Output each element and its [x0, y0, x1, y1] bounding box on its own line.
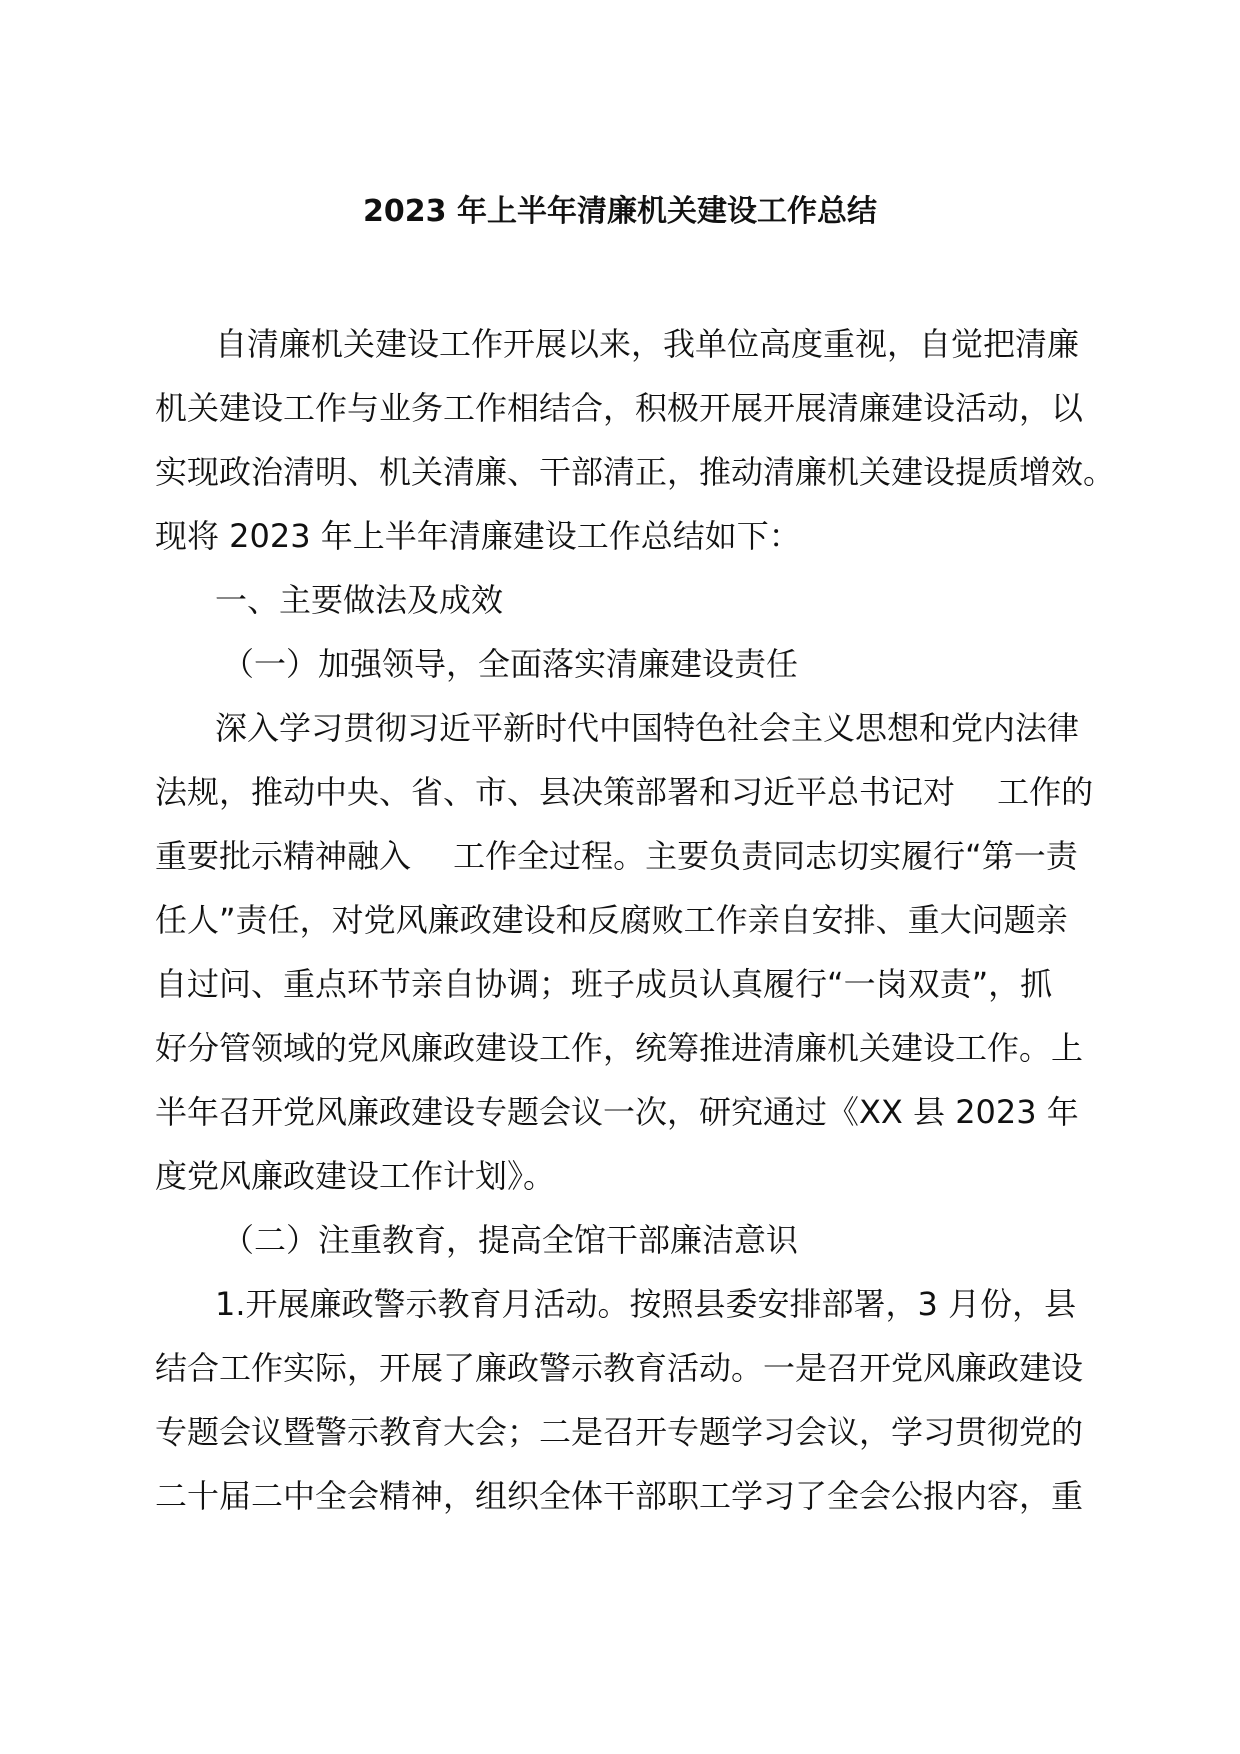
paragraph-line: 现将 2023 年上半年清廉建设工作总结如下：: [155, 517, 801, 555]
paragraph-line: 重要批示精神融入 工作全过程。主要负责同志切实履行“第一责: [155, 837, 1078, 875]
paragraph-line: 好分管领域的党风廉政建设工作，统筹推进清廉机关建设工作。上: [155, 1029, 1084, 1067]
paragraph-line: 任人”责任，对党风廉政建设和反腐败工作亲自安排、重大问题亲: [155, 901, 1068, 939]
section-heading: 一、主要做法及成效: [215, 581, 504, 619]
paragraph-line: 半年召开党风廉政建设专题会议一次，研究通过《XX 县 2023 年: [155, 1093, 1079, 1131]
paragraph-line: 自清廉机关建设工作开展以来，我单位高度重视，自觉把清廉: [215, 325, 1080, 363]
paragraph-line: 1.开展廉政警示教育月活动。按照县委安排部署，3 月份，县: [215, 1285, 1077, 1323]
subsection-heading: （一）加强领导，全面落实清廉建设责任: [222, 645, 799, 683]
paragraph-line: 机关建设工作与业务工作相结合，积极开展开展清廉建设活动，以: [155, 389, 1084, 427]
paragraph-line: 法规，推动中央、省、市、县决策部署和习近平总书记对 工作的: [155, 773, 1094, 811]
subsection-heading: （二）注重教育，提高全馆干部廉洁意识: [222, 1221, 799, 1259]
paragraph-line: 结合工作实际，开展了廉政警示教育活动。一是召开党风廉政建设: [155, 1349, 1084, 1387]
document-title: 2023 年上半年清廉机关建设工作总结: [363, 194, 877, 229]
paragraph-line: 自过问、重点环节亲自协调；班子成员认真履行“一岗双责”，抓: [155, 965, 1053, 1003]
paragraph-line: 实现政治清明、机关清廉、干部清正，推动清廉机关建设提质增效。: [155, 453, 1116, 491]
paragraph-line: 度党风廉政建设工作计划》。: [155, 1157, 556, 1195]
paragraph-line: 二十届二中全会精神，组织全体干部职工学习了全会公报内容，重: [155, 1477, 1084, 1515]
paragraph-line: 深入学习贯彻习近平新时代中国特色社会主义思想和党内法律: [215, 709, 1080, 747]
paragraph-line: 专题会议暨警示教育大会；二是召开专题学习会议，学习贯彻党的: [155, 1413, 1084, 1451]
